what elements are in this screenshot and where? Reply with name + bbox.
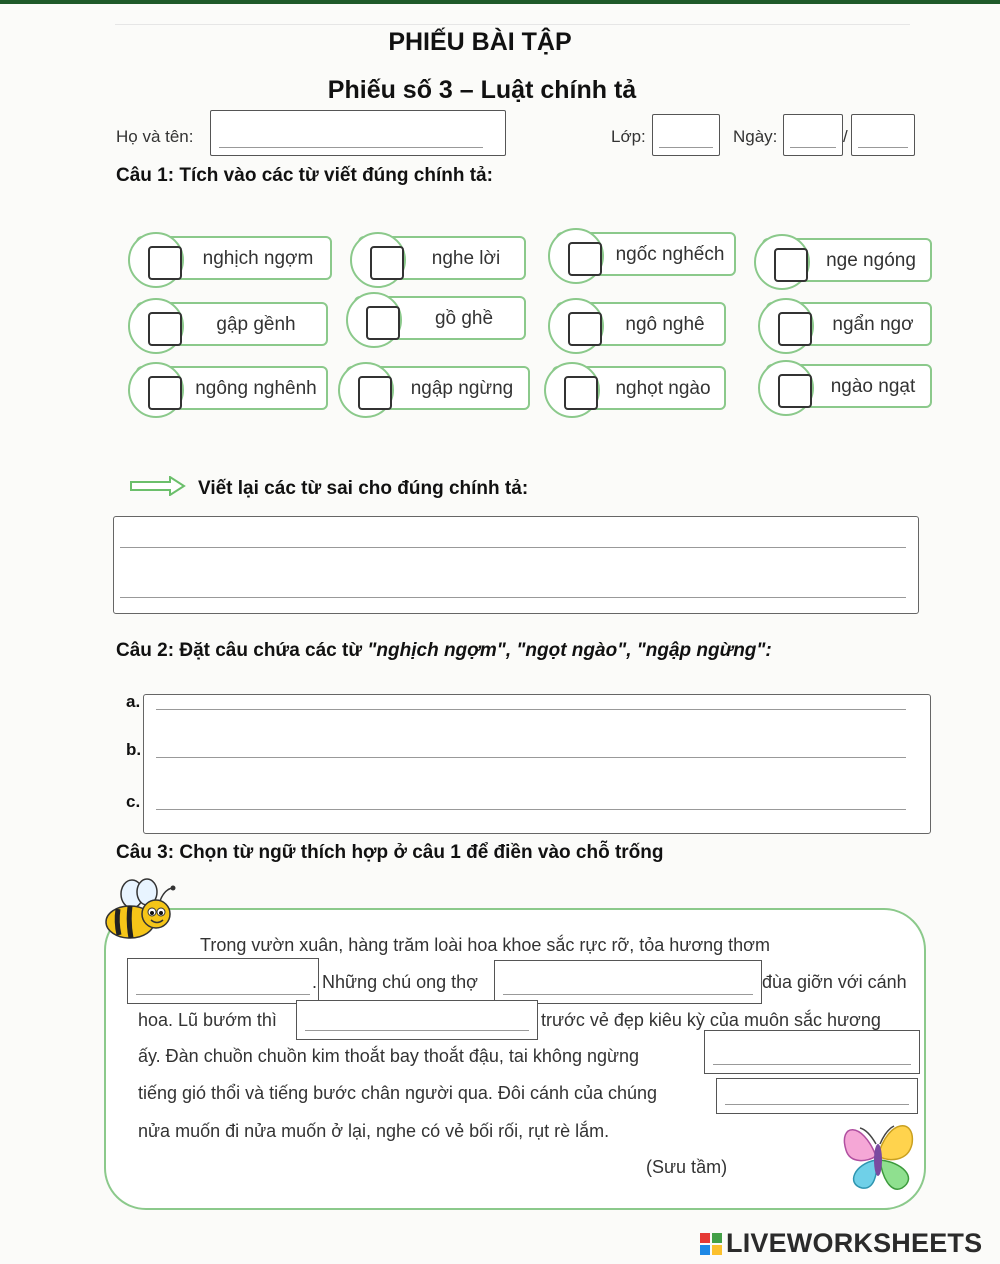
date-label: Ngày:	[733, 127, 778, 146]
word-option: gồ ghề	[354, 296, 526, 340]
rewrite-prompt: Viết lại các từ sai cho đúng chính tả:	[198, 478, 529, 499]
question-3-prompt: Câu 3: Chọn từ ngữ thích hợp ở câu 1 để điền vào chỗ trống	[116, 842, 664, 863]
word-checkbox[interactable]	[358, 376, 392, 410]
sentence-answer-box[interactable]	[143, 694, 931, 834]
story-text: hoa. Lũ bướm thì	[138, 1010, 277, 1030]
story-text: .	[312, 972, 318, 992]
date-separator: /	[843, 127, 848, 146]
word-checkbox[interactable]	[148, 246, 182, 280]
word-option: ngông nghênh	[136, 366, 328, 410]
rewrite-answer-box[interactable]	[113, 516, 919, 614]
liveworksheets-logo-icon	[700, 1233, 722, 1255]
question-1-prompt: Câu 1: Tích vào các từ viết đúng chính tả:	[116, 165, 493, 186]
row-label-a: a.	[126, 692, 141, 711]
word-option: nghọt ngào	[552, 366, 726, 410]
blank-input-1[interactable]	[127, 958, 319, 1004]
word-checkbox[interactable]	[778, 312, 812, 346]
word-checkbox[interactable]	[366, 306, 400, 340]
word-option: ngốc nghếch	[556, 232, 736, 276]
page-subtitle: Phiếu số 3 – Luật chính tả	[327, 76, 637, 104]
story-text: Những chú ong thợ	[322, 972, 478, 992]
word-checkbox[interactable]	[148, 312, 182, 346]
blank-input-4[interactable]	[704, 1030, 920, 1074]
question-2-prompt: Câu 2: Đặt câu chứa các từ "nghịch ngợm", "ngọt ngào", "ngập ngừng":	[116, 640, 772, 661]
story-text: trước vẻ đẹp kiêu kỳ của muôn sắc hương	[541, 1010, 881, 1030]
blank-input-3[interactable]	[296, 1000, 538, 1040]
row-label-b: b.	[126, 740, 142, 759]
liveworksheets-logo[interactable]: LIVEWORKSHEETS	[726, 1228, 983, 1258]
class-label: Lớp:	[611, 127, 646, 146]
page-title: PHIẾU BÀI TẬP	[388, 28, 572, 56]
top-bar	[0, 0, 1000, 4]
story-line-6: nửa muốn đi nửa muốn ở lại, nghe có vẻ bối rối, rụt rè lắm.	[138, 1121, 610, 1141]
bee-icon	[102, 876, 178, 946]
word-checkbox[interactable]	[778, 374, 812, 408]
name-label: Họ và tên:	[116, 127, 194, 146]
date-month-input[interactable]	[851, 114, 915, 156]
word-checkbox[interactable]	[564, 376, 598, 410]
story-text: đùa giỡn với cánh	[762, 972, 907, 992]
divider	[115, 24, 910, 25]
word-option: ngào ngạt	[766, 364, 932, 408]
word-option: ngập ngừng	[346, 366, 530, 410]
word-option: ngẩn ngơ	[766, 302, 932, 346]
story-line-5: tiếng gió thổi và tiếng bước chân người qua. Đôi cánh của chúng	[138, 1083, 658, 1103]
story-source: (Sưu tầm)	[646, 1157, 728, 1177]
blank-input-2[interactable]	[494, 960, 762, 1004]
word-option: ngô nghê	[556, 302, 726, 346]
word-checkbox[interactable]	[774, 248, 808, 282]
word-option: nghe lời	[358, 236, 526, 280]
story-line-1: Trong vườn xuân, hàng trăm loài hoa khoe sắc rực rỡ, tỏa hương thơm	[200, 935, 770, 955]
word-checkbox[interactable]	[148, 376, 182, 410]
word-checkbox[interactable]	[568, 312, 602, 346]
class-input[interactable]	[652, 114, 720, 156]
story-line-4: ấy. Đàn chuồn chuồn kim thoắt bay thoắt đậu, tai không ngừng	[138, 1046, 640, 1066]
word-checkbox[interactable]	[568, 242, 602, 276]
arrow-right-icon	[130, 476, 186, 496]
word-option: gập gềnh	[136, 302, 328, 346]
word-option: nghịch ngợm	[136, 236, 332, 280]
butterfly-icon	[832, 1114, 924, 1198]
date-day-input[interactable]	[783, 114, 843, 156]
word-option: nge ngóng	[762, 238, 932, 282]
name-input[interactable]	[210, 110, 506, 156]
word-checkbox[interactable]	[370, 246, 404, 280]
row-label-c: c.	[126, 792, 141, 811]
blank-input-5[interactable]	[716, 1078, 918, 1114]
